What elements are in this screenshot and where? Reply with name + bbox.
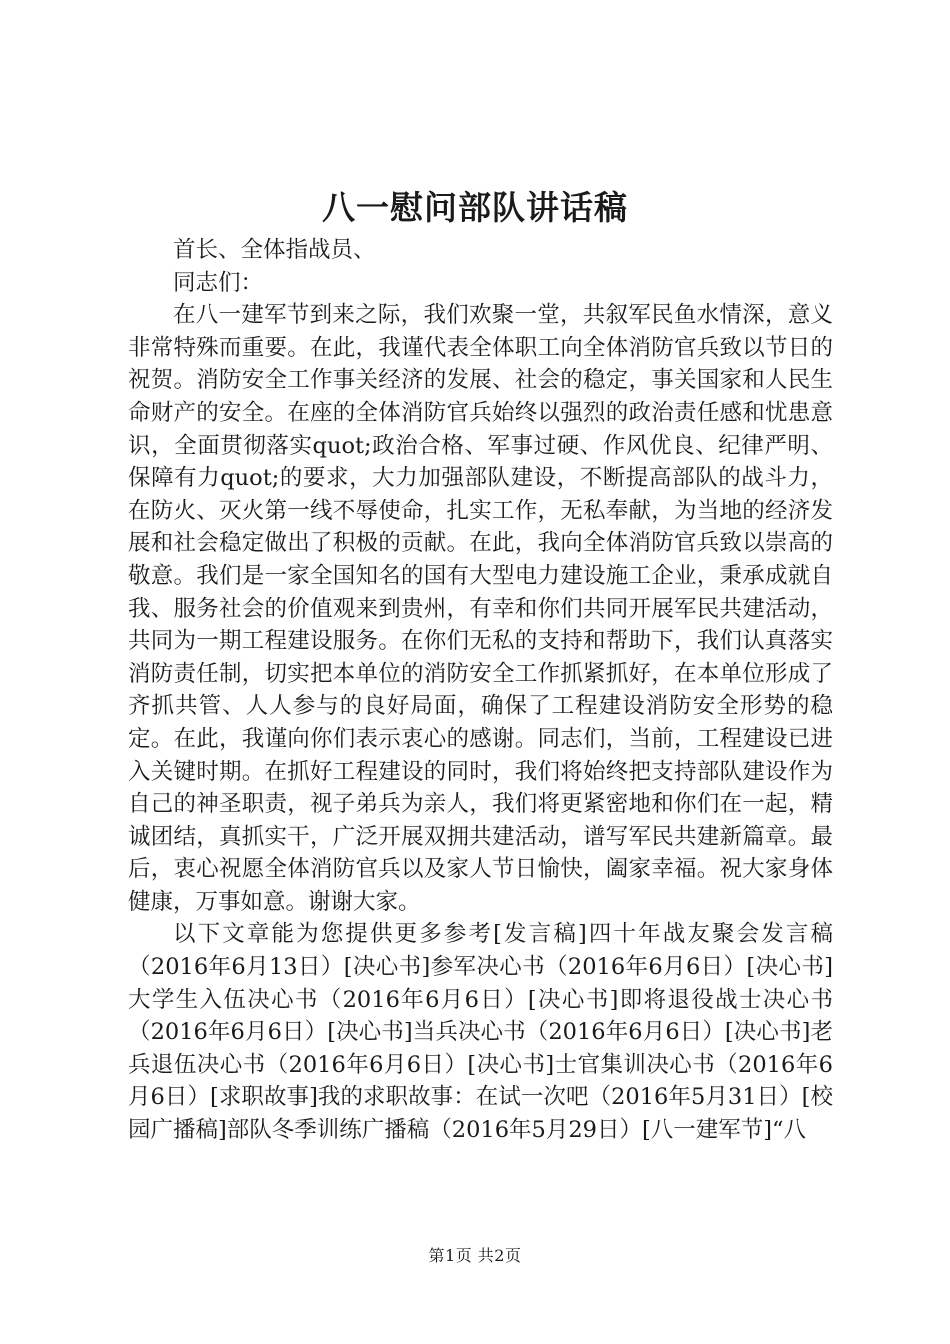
salutation-line-2: 同志们： <box>173 269 264 296</box>
salutation-line-1: 首长、全体指战员、 <box>173 237 376 263</box>
document-title: 八一慰问部队讲话稿 <box>322 188 628 227</box>
related-articles-paragraph: 以下文章能为您提供更多参考[发言稿]四十年战友聚会发言稿（2016年6月13日）[决心书]参军决心书（2016年6月6日）[决心书]大学生入伍决心书（2016年6月6日）[决心书]即将退役战士决心书（2016年6月6日）[决心书]当兵决心书（2016年6月6日）[决心书]老兵退伍决心书（2016年6月6日）[决心书]士官集训决心书（2016年6月6日）[求职故事]我的求职故事：在试一次吧（2016年5月31日）[校园广播稿]部队冬季训练广播稿（2016年5月29日）[八一建军节]“八 <box>128 921 833 1144</box>
page-number-footer: 第1页 共2页 <box>428 1246 522 1265</box>
document-body <box>128 234 833 1147</box>
speech-paragraph: 在八一建军节到来之际，我们欢聚一堂，共叙军民鱼水情深，意义非常特殊而重要。在此，我谨代表全体职工向全体消防官兵致以节日的祝贺。消防安全工作事关经济的发展、社会的稳定，事关国家和人民生命财产的安全。在座的全体消防官兵始终以强烈的政治责任感和忧患意识，全面贯彻落实quot;政治合格、军事过硬、作风优良、纪律严明、保障有力quot;的要求，大力加强部队建设，不断提高部队的战斗力，在防火、灭火第一线不辱使命，扎实工作，无私奉献，为当地的经济发展和社会稳定做出了积极的贡献。在此，我向全体消防官兵致以崇高的敬意。我们是一家全国知名的国有大型电力建设施工企业，秉承成就自我、服务社会的价值观来到贵州，有幸和你们共同开展军民共建活动，共同为一期工程建设服务。在你们无私的支持和帮助下，我们认真落实消防责任制，切实把本单位的消防安全工作抓紧抓好，在本单位形成了齐抓共管、人人参与的良好局面，确保了工程建设消防安全形势的稳定。在此，我谨向你们表示衷心的感谢。同志们，当前，工程建设已进入关键时期。在抓好工程建设的同时，我们将始终把支持部队建设作为自己的神圣职责，视子弟兵为亲人，我们将更紧密地和你们在一起，精诚团结，真抓实干，广泛开展双拥共建活动，谱写军民共建新篇章。最后，衷心祝愿全体消防官兵以及家人节日愉快，阖家幸福。祝大家身体健康，万事如意。谢谢大家。 <box>128 302 833 915</box>
